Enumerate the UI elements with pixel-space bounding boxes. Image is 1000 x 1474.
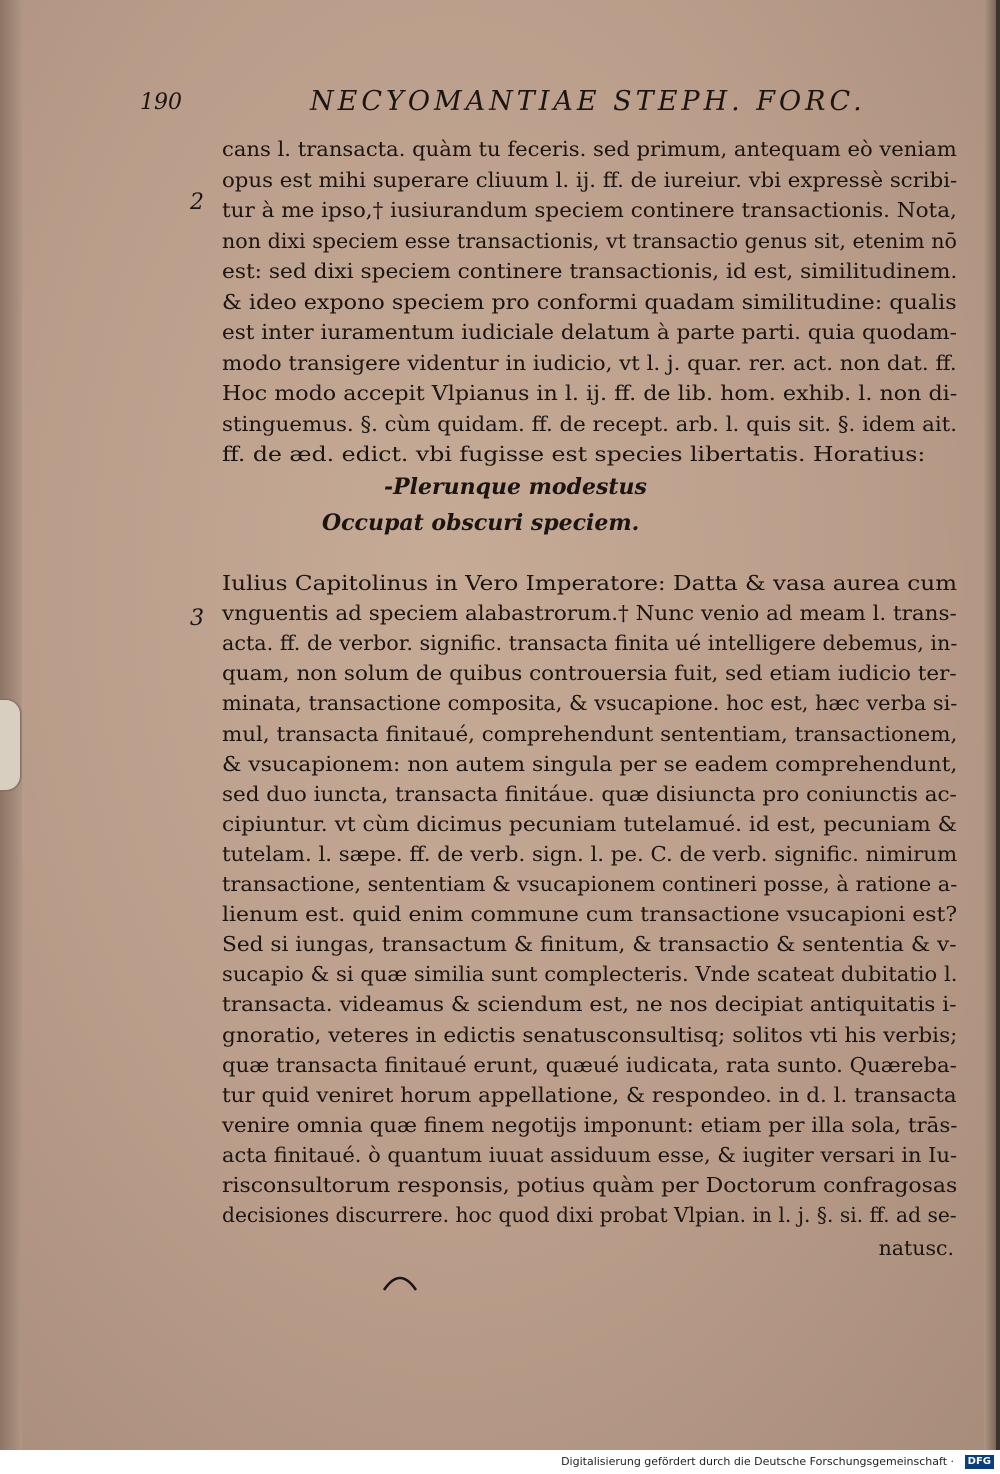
paragraph-1-line: & ideo expono speciem pro conformi quadam similitudine: qualis [222,289,957,314]
paragraph-2-line: mul, transacta finitaué, comprehendunt sententiam, transactionem, [222,721,958,746]
paragraph-1-line: est: sed dixi speciem continere transactionis, id est, similitudinem. [222,259,958,283]
paragraph-2-line: minata, transactione composita, & vsucapione. hoc est, hæc verba si- [222,691,958,716]
paragraph-2-line: & vsucapionem: non autem singula per se eadem comprehendunt, [222,751,958,776]
paragraph-2-line: venire omnia quæ finem negotijs imponunt: etiam per illa sola, trās- [222,1112,958,1137]
paragraph-1-line: cans l. transacta. quàm tu feceris. sed primum, antequam eò veniam [222,137,957,161]
catchword: natusc. [878,1236,954,1260]
right-page-edge [984,0,996,1450]
paragraph-2-line: transactione, sententiam & vsucapionem contineri posse, à ratione a- [222,872,958,896]
paragraph-2-line: quæ transacta finitaué erunt, quæué iudicata, rata sunto. Quæreba- [222,1052,957,1077]
paragraph-1-line: Hoc modo accepit Vlpianus in l. ij. ff. de lib. hom. exhib. l. non di- [222,381,958,405]
paragraph-2-line: sucapio & si quæ similia sunt complecteris. Vnde scateat dubitatio l. [222,962,958,987]
dfg-logo: DFG [965,1455,994,1469]
footer-bar [0,1450,1000,1474]
paragraph-2-line: vnguentis ad speciem alabastrorum.† Nunc venio ad meam l. trans- [222,601,957,626]
quote-line-1: -Plerunque modestus [384,474,647,500]
paragraph-1-line: non dixi speciem esse transactionis, vt transactio genus sit, etenim nō [222,228,957,253]
paragraph-2-line: tur quid veniret horum appellatione, & respondeo. in d. l. transacta [222,1082,957,1107]
paragraph-2-line: Sed si iungas, transactum & finitum, & transactio & sententia & v- [222,932,957,957]
paragraph-2-line: cipiuntur. vt cùm dicimus pecuniam tutelamué. id est, pecuniam & [222,811,958,836]
margin-number-3: 3 [190,606,204,631]
margin-number-2: 2 [190,190,204,215]
paragraph-2-line: lienum est. quid enim commune cum transactione vsucapioni est? [222,902,958,927]
paragraph-2-line: Iulius Capitolinus in Vero Imperatore: Datta & vasa aurea cum [222,571,958,595]
paragraph-1-line: est inter iuramentum iudiciale delatum à parte parti. quia quodam- [222,320,957,344]
running-title: NECYOMANTIAE STEPH. FORC. [310,86,866,117]
paragraph-2-line: acta finitaué. ò quantum iuuat assiduum esse, & iugiter versari in Iu- [222,1142,958,1167]
paragraph-2-line: decisiones discurrere. hoc quod dixi probat Vlpian. in l. j. §. si. ff. ad se- [222,1203,957,1228]
paragraph-1-line: opus est mihi superare cliuum l. ij. ff. de iureiur. vbi expressè scribi- [222,167,958,192]
paragraph-2-line: acta. ff. de verbor. signific. transacta finita ué intelligere debemus, in- [222,631,958,656]
ornament-mark [380,1270,420,1294]
page-tab [0,700,20,790]
quote-line-2: Occupat obscuri speciem. [322,510,640,536]
paragraph-1-line: ff. de æd. edict. vbi fugisse est species libertatis. Horatius: [222,442,926,466]
paragraph-2-line: sed duo iuncta, transacta finitáue. quæ disiuncta pro coniunctis ac- [222,781,957,806]
paragraph-2-line: risconsultorum responsis, potius quàm per Doctorum confragosas [222,1173,958,1197]
paragraph-2-line: quam, non solum de quibus controuersia fuit, sed etiam iudicio ter- [222,661,957,686]
paragraph-1-line: modo transigere videntur in iudicio, vt l. j. quar. rer. act. non dat. ff. [222,350,957,375]
paragraph-1-line: stinguemus. §. cùm quidam. ff. de recept. arb. l. quis sit. §. idem ait. [222,411,957,436]
page-number: 190 [140,90,182,115]
paragraph-2-line: gnoratio, veteres in edictis senatusconsultisq; solitos vti his verbis; [222,1022,958,1047]
paragraph-2-line: transacta. videamus & sciendum est, ne nos decipiat antiquitatis i- [222,992,957,1017]
paragraph-2-line: tutelam. l. sæpe. ff. de verb. sign. l. pe. C. de verb. signific. nimirum [222,841,958,866]
paragraph-1-line: tur à me ipso,† iusiurandum speciem continere transactionis. Nota, [222,198,957,222]
running-head [140,86,960,126]
funding-notice: Digitalisierung gefördert durch die Deutsche Forschungsgemeinschaft · [561,1455,954,1468]
